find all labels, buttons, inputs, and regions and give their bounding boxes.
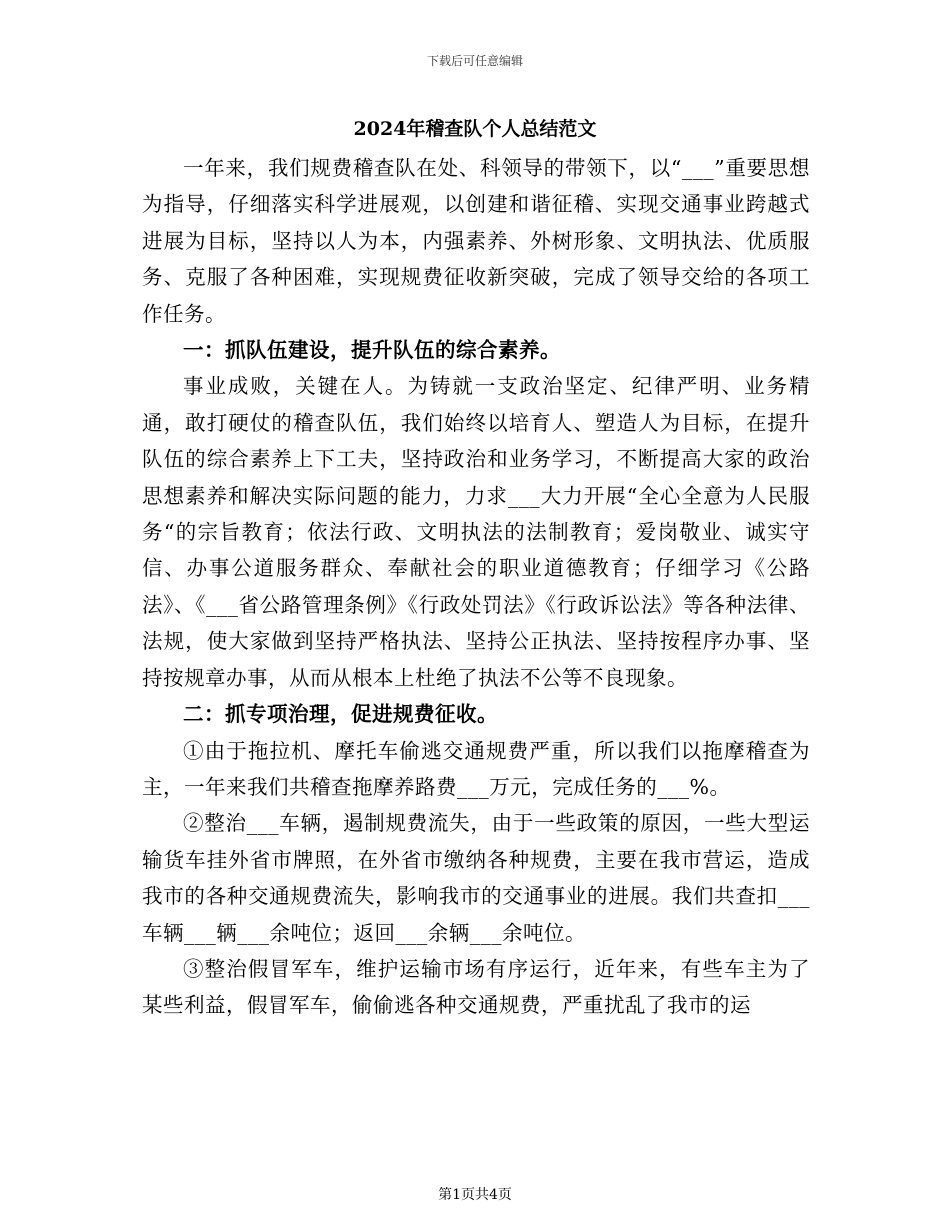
paragraph-item-2: ②整治___车辆，遏制规费流失，由于一些政策的原因，一些大型运输货车挂外省市牌照，在外省市缴纳各种规费，主要在我市营运，造成我市的各种交通规费流失，影响我市的交通事业的进展。我们共查扣___车辆___辆___余吨位；返回___余辆___余吨位。	[142, 811, 810, 945]
section-heading-2: 二：抓专项治理，促进规费征收。	[183, 702, 498, 727]
document-body	[142, 150, 810, 1024]
header-note: 下载后可任意编辑	[426, 54, 523, 68]
section-heading-1: 一：抓队伍建设，提升队伍的综合素养。	[183, 338, 561, 363]
paragraph-intro: 一年来，我们规费稽查队在处、科领导的带领下，以“___”重要思想为指导，仔细落实科学进展观，以创建和谐征稽、实现交通事业跨越式进展为目标，坚持以人为本，内强素养、外树形象、文明执法、优质服务、克服了各种困难，实现规费征收新突破，完成了领导交给的各项工作任务。	[142, 156, 810, 326]
document-title: 2024年稽查队个人总结范文	[353, 118, 597, 140]
paragraph-section-1: 事业成败，关键在人。为铸就一支政治坚定、纪律严明、业务精通，敢打硬仗的稽查队伍，我们始终以培育人、塑造人为目标，在提升队伍的综合素养上下工夫，坚持政治和业务学习，不断提高大家的政治思想素养和解决实际问题的能力，力求___大力开展“全心全意为人民服务“的宗旨教育；依法行政、文明执法的法制教育；爱岗敬业、诚实守信、办事公道服务群众、奉献社会的职业道德教育；仔细学习《公路法》、《___省公路管理条例》《行政处罚法》《行政诉讼法》等各种法律、法规，使大家做到坚持严格执法、坚持公正执法、坚持按程序办事、坚持按规章办事，从而从根本上杜绝了执法不公等不良现象。	[142, 374, 810, 690]
paragraph-item-3: ③整治假冒军车，维护运输市场有序运行，近年来，有些车主为了某些利益，假冒军车，偷偷逃各种交通规费，严重扰乱了我市的运	[142, 956, 810, 1018]
paragraph-item-1: ①由于拖拉机、摩托车偷逃交通规费严重，所以我们以拖摩稽查为主，一年来我们共稽查拖摩养路费___万元，完成任务的___%。	[142, 738, 810, 799]
page-footer: 第1页共4页	[438, 1187, 512, 1203]
